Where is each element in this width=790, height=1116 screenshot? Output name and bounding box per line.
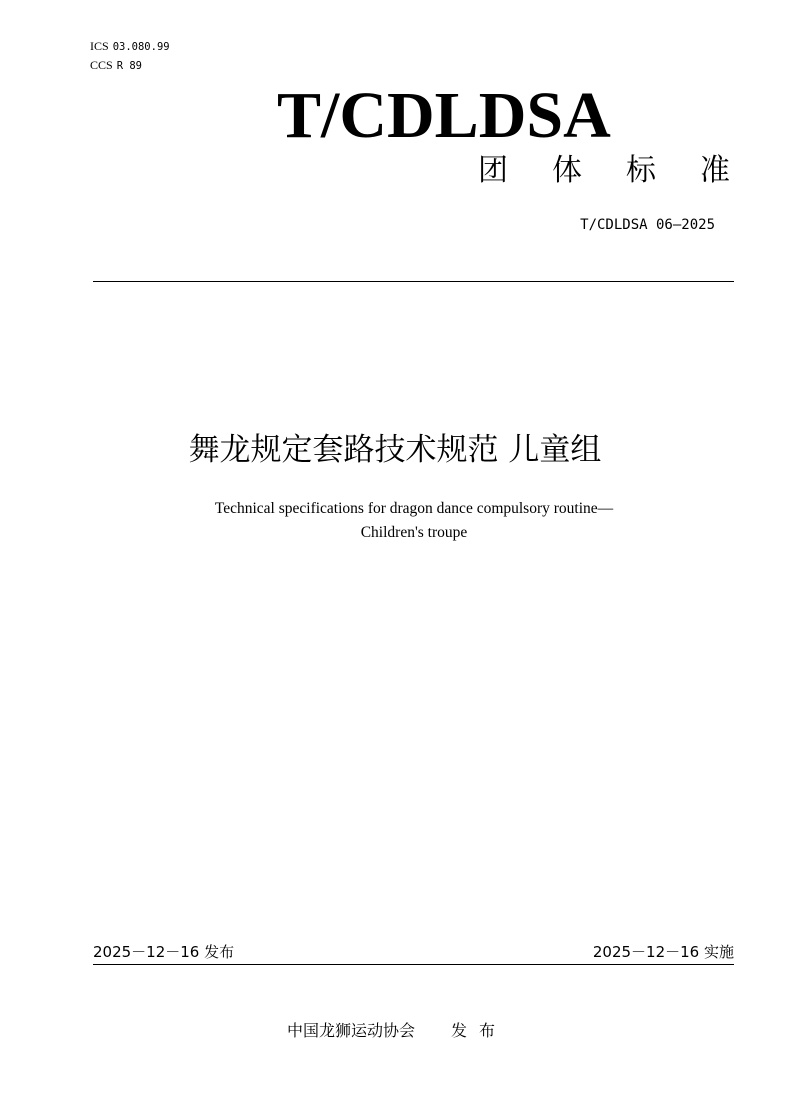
- implementation-date: 2025－12－16 实施: [592, 943, 734, 961]
- ics-value: 03.080.99: [112, 41, 170, 53]
- standard-kind-char: 准: [700, 153, 730, 188]
- issue-date: 2025－12－16 发布: [93, 943, 235, 961]
- standard-org-code: T/CDLDSA: [277, 79, 611, 152]
- standard-kind-char: 标: [626, 153, 656, 188]
- ccs-value: R 89: [116, 60, 142, 72]
- standard-kind-char: 体: [552, 153, 582, 188]
- footer-divider: [93, 964, 734, 965]
- header-divider: [93, 281, 734, 282]
- ics-label: ICS: [90, 39, 109, 53]
- document-title-zh: 舞龙规定套路技术规范 儿童组: [188, 432, 602, 468]
- ccs-label: CCS: [90, 58, 113, 72]
- document-title-en: [0, 497, 790, 545]
- title-en-line: Technical specifications for dragon dance compulsory routine—: [214, 500, 614, 517]
- standard-kind: [434, 150, 730, 192]
- ccs-code: [90, 59, 142, 73]
- publisher-name: 中国龙狮运动协会: [287, 1021, 416, 1040]
- publisher-action: 发布: [451, 1021, 508, 1040]
- title-en-line: Children's troupe: [360, 524, 468, 541]
- standard-number: T/CDLDSA 06—2025: [580, 217, 715, 233]
- standard-kind-char: 团: [478, 153, 508, 188]
- ics-code: [90, 40, 170, 54]
- publisher: [287, 1020, 507, 1042]
